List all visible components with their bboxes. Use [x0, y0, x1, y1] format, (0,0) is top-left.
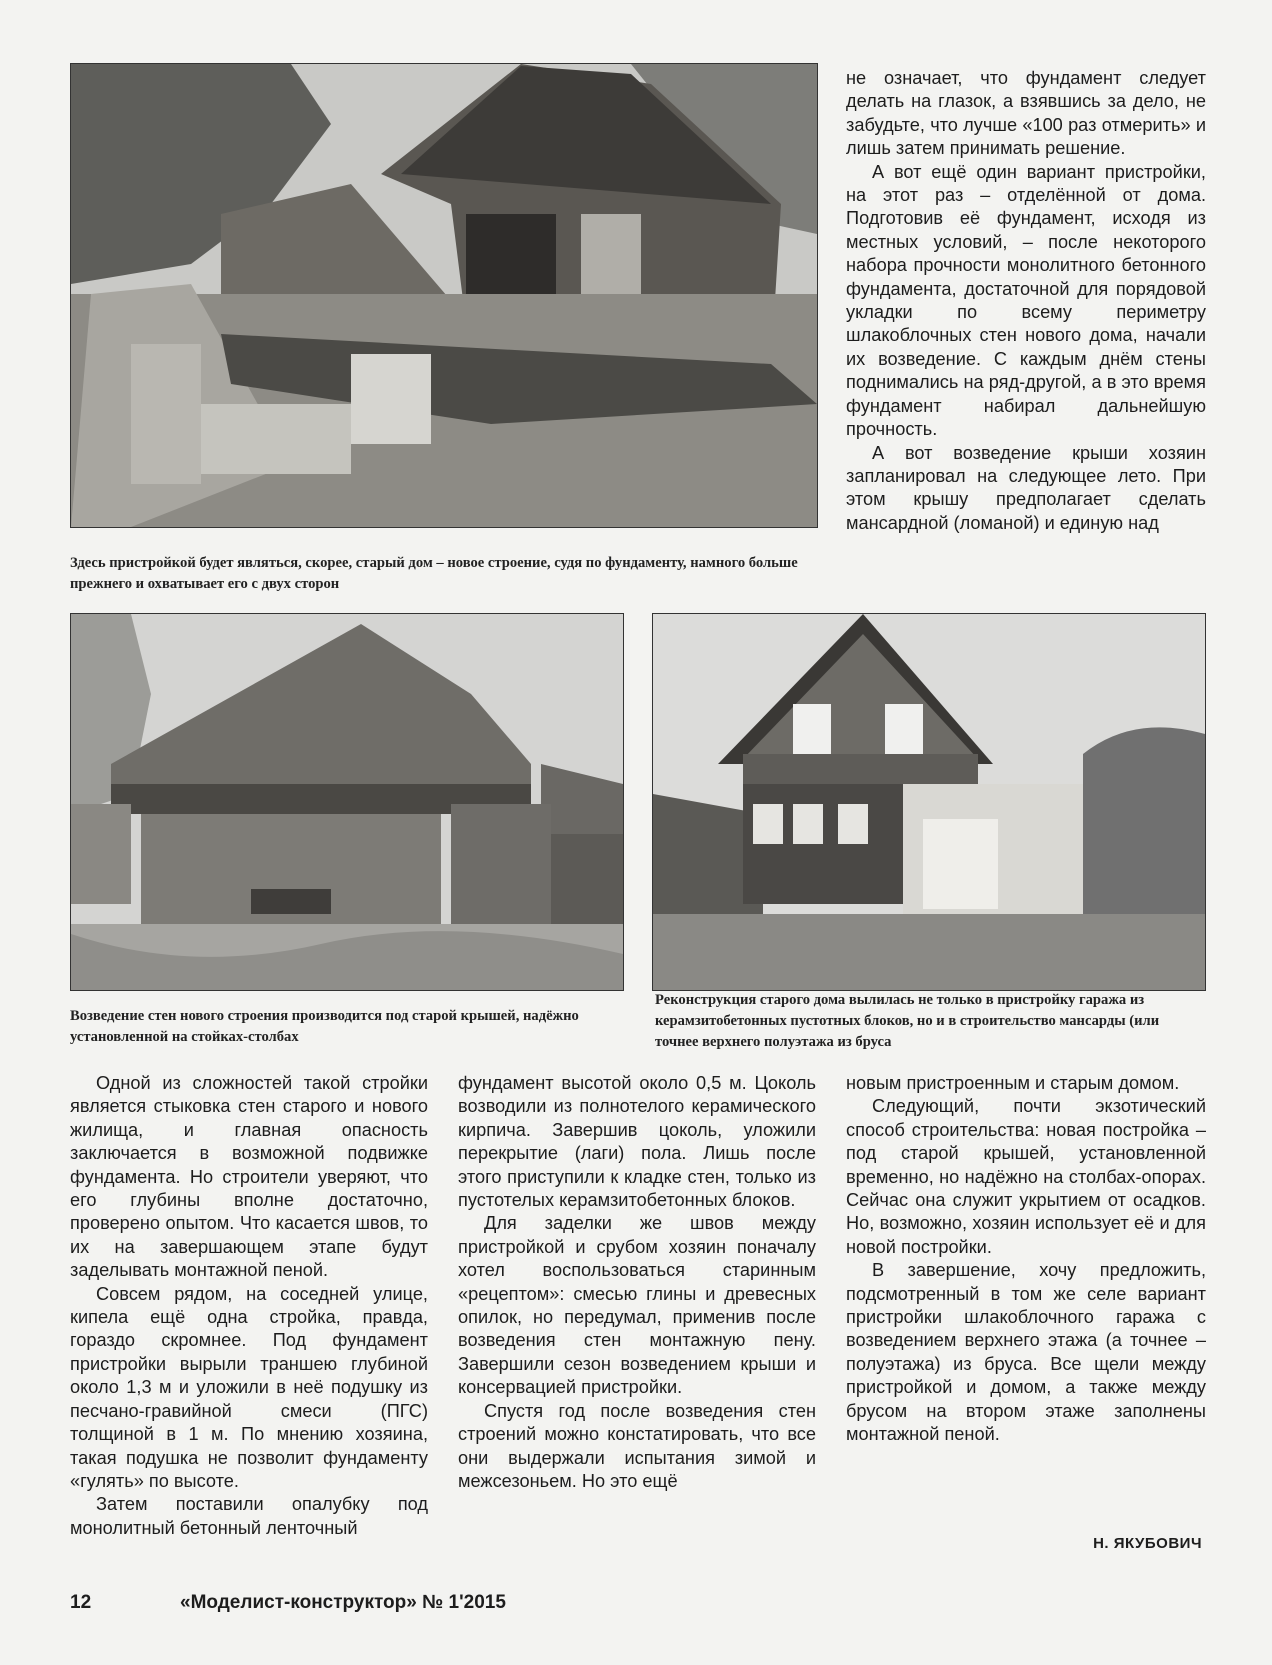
photo-caption-1: Здесь пристройкой будет являться, скорее, старый дом – новое строение, судя по фундаменту, намного больше прежнего и охватывает его с двух сторон	[70, 555, 798, 592]
paragraph: Для заделки же швов между пристройкой и срубом хозяин поначалу хотел воспользоваться старинным «рецептом»: смесью глины и древесных опилок, но передумал, применив после возведения стен монтажную пену. Завершили сезон возведением крыши и консервацией пристройки.	[458, 1213, 816, 1398]
photo-caption-3: Реконструкция старого дома вылилась не только в пристройку гаража из керамзитобетонных пустотных блоков, но и в строительство мансарды (или точнее верхнего полуэтажа из бруса	[655, 992, 1160, 1050]
paragraph: Следующий, почти экзотический способ строительства: новая постройка – под старой крышей, установленной временно, но надёжно на столбах-опорах. Сейчас она служит укрытием от осадков. Но, возможно, хозяин использует её и для новой постройки.	[846, 1096, 1206, 1257]
paragraph: Совсем рядом, на соседней улице, кипела ещё одна стройка, правда, гораздо скромнее. Под фундамент пристройки вырыли траншею глубиной около 1,3 м и уложили в неё подушку из песчано-гравийной смеси (ПГС) толщиной в 1 м. По мнению хозяина, такая подушка не позволит фундаменту «гулять» по высоте.	[70, 1283, 428, 1491]
article-author: Н. ЯКУБОВИЧ	[1093, 1535, 1202, 1552]
photo-barn-under-old-roof	[70, 613, 624, 991]
article-column-right-top	[846, 67, 1206, 535]
paragraph: В завершение, хочу предложить, подсмотренный в том же селе вариант пристройки шлакоблочного гаража с возведением верхнего этажа (а точнее – полуэтажа) из бруса. Все щели между пристройкой и домом, а также между брусом на втором этаже заполнены монтажной пеной.	[846, 1260, 1206, 1445]
article-column-2	[458, 1072, 816, 1493]
photo-log-house-foundation	[70, 63, 818, 528]
paragraph: Одной из сложностей такой стройки является стыковка стен старого и нового жилища, и главная опасность заключается в возможной подвижке фундамента. Но строители уверяют, что его глубины вполне достаточно, проверено опытом. Что касается швов, то их на завершающем этапе будут заделывать монтажной пеной.	[70, 1073, 428, 1281]
article-column-3	[846, 1072, 1206, 1447]
article-column-1	[70, 1072, 428, 1540]
paragraph: фундамент высотой около 0,5 м. Цоколь возводили из полнотелого керамического кирпича. Завершив цоколь, уложили перекрытие (лаги) пола. Лишь после этого приступили к кладке стен, только из пустотелых керамзитобетонных блоков.	[458, 1073, 816, 1211]
paragraph: не означает, что фундамент следует делать на глазок, а взявшись за дело, не забудьте, что лучше «100 раз отмерить» и лишь затем принимать решение.	[846, 68, 1206, 159]
paragraph: А вот возведение крыши хозяин запланировал на следующее лето. При этом крышу предполагает сделать мансардной (ломаной) и единую над	[846, 442, 1206, 533]
magazine-title: «Моделист-конструктор» № 1'2015	[180, 1592, 506, 1613]
page-number: 12	[70, 1592, 92, 1613]
paragraph: Затем поставили опалубку под монолитный бетонный ленточный	[70, 1494, 428, 1538]
photo-caption-2: Возведение стен нового строения производится под старой крышей, надёжно установленной на стойках-столбах	[70, 1008, 579, 1045]
paragraph: новым пристроенным и старым домом.	[846, 1073, 1180, 1093]
photo-house-with-garage-and-mansard	[652, 613, 1206, 991]
paragraph: А вот ещё один вариант пристройки, на этот раз – отделённой от дома. Подготовив её фундамент, исходя из местных условий, – после некоторого набора прочности монолитного бетонного фундамента, достаточной для порядовой укладки по всему периметру шлакоблочных стен нового дома, начали их возведение. С каждым днём стены поднимались на ряд-другой, а в это время фундамент набирал дальнейшую прочность.	[846, 161, 1206, 440]
paragraph: Спустя год после возведения стен строений можно констатировать, что все они выдержали испытания зимой и межсезоньем. Но это ещё	[458, 1400, 816, 1491]
